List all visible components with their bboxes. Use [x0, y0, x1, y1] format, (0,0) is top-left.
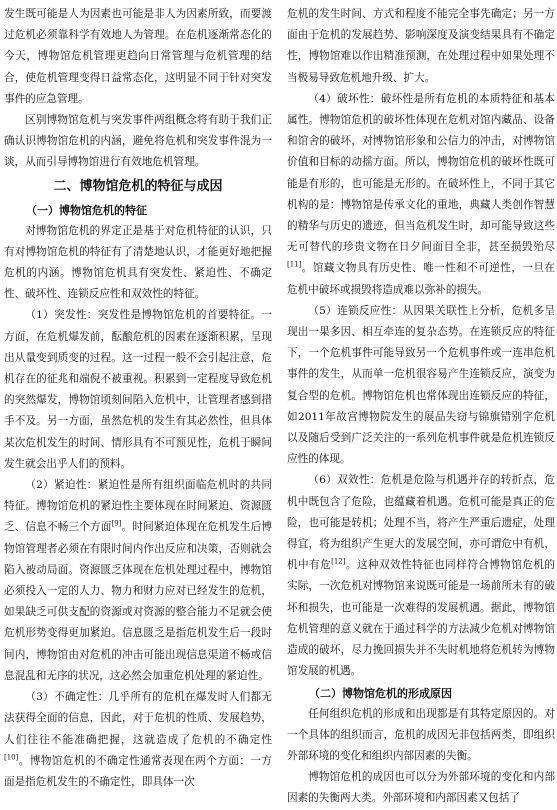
urgency-text-rest: 。时间紧迫体现在危机发生后博物馆管理者必须在有限时间内作出反应和决策，否则就会陷入被动局面。资源匮乏体现在危机处理过程中，博物馆必须投入一定的人力、物力和财力应对已经发生的危机，如果缺乏可供支配的资源或对资源的整合能力不足就会使危机形势变得更加紧迫。信息匮乏是指危机发生后一段时间内，博物馆由对危机的冲击可能出现信息渠道不畅或信息混乱和无序的状况，这必然会加重危机处理的紧迫性。 — [4, 521, 273, 682]
right-column — [287, 4, 555, 810]
dual-effect-text-rest: 。这种双效性特征也同样符合博物馆危机的实际，一次危机对博物馆来说既可能是一场前所未有的破坏和损失，也可能是一次难得的发展机遇。据此，博物馆危机管理的意义就在于通过科学的方法减少危机对博物馆造成的破坏，尽力挽回损失并不失时机地将危机转为博物馆发展的机遇。 — [287, 559, 555, 678]
destructiveness-text-rest: 。馆藏文物具有历史性、唯一性和不可逆性，一旦在危机中破坏或损毁将造成难以弥补的损失。 — [287, 262, 555, 296]
uncertainty-text-cont: 。博物馆危机的不确定性通常表现在两个方面：一方面是指危机发生的不确定性，即具体一次 — [4, 754, 272, 788]
citation-12: [12] — [331, 557, 346, 566]
uncertainty-end-paragraph: 危机的发生时间、方式和程度不能完全事先确定；另一方面由于危机的发展趋势、影响深度及演变结果具有不确定性，博物馆难以作出精准预测，在处理过程中如果处理不当极易导致危机地升级、扩大。 — [287, 8, 555, 84]
destructiveness-text: （4）破坏性：破坏性是所有危机的本质特征和基本属性。博物馆危机的破坏性体现在危机对馆内藏品、设备和馆舍的破坏，对博物馆形象和公信力的冲击，对博物馆价值和目标的动摇方面。所以，博物馆危机的破坏性既可能是有形的，也可能是无形的。在破坏性上，不同于其它机构的是：博物馆是传承文化的重地，典藏人类创作智慧的精华与历史的遗迹，但当危机发生时，却可能导致这些无可替代的珍贵文物在日夕间面目全非，甚至损毁殆尽 — [287, 92, 555, 254]
urgency-paragraph — [4, 475, 272, 687]
intro-continuation-paragraph: 发生既可能是人为因素也可能是非人为因素所致，而要渡过危机必须靠科学有效地人为管理。在危机逐渐常态化的今天，博物馆危机管理更趋向日常管理与危机管理的结合，使危机管理变得日益常态化，这明显不同于针对突发事件的应急管理。 — [4, 8, 272, 105]
citation-10: [10] — [4, 753, 19, 762]
citation-9: [9] — [111, 519, 122, 528]
left-column — [4, 4, 272, 793]
subsection-features-heading: （一）博物馆危机的特征 — [26, 203, 147, 217]
dual-effect-paragraph — [287, 470, 555, 682]
features-intro-paragraph: 对博物馆危机的界定正是基于对危机特征的认识，只有对博物馆危机的特征有了清楚地认识，才能更好地把握危机的内涵。博物馆危机具有突发性、紧迫性、不确定性、破坏性、连锁反应性和双效性的特征。 — [4, 224, 272, 301]
urgency-text: （2）紧迫性：紧迫性是所有组织面临危机时的共同特征。博物馆危机的紧迫性主要体现在时间紧迫、资源匮乏、信息不畅三个方面 — [4, 479, 272, 534]
destructiveness-paragraph — [287, 89, 555, 301]
uncertainty-paragraph — [4, 687, 272, 793]
causes-paragraph-2: 博物馆危机的成因也可以分为外部环境的变化和内部因素的失衡两大类。外部环境和内部因素又包括了 — [287, 771, 555, 805]
citation-11: [11] — [287, 260, 302, 269]
chain-reaction-paragraph: （5）连锁反应性：从因果关联性上分析，危机多呈现出一果多因、相互牵连的复杂态势。在连锁反应的特征下，一个危机事件可能导致另一个危机事件或一连串危机事件的发生，从而单一危机很容易产生连锁反应，演变为复合型的危机。博物馆危机也常体现出连锁反应的特征，如2011年故宫博物院发生的展品失窃与锦旗错别字危机以及随后受到广泛关注的一系列危机事件就是危机连锁反应性的体现。 — [287, 304, 555, 466]
section-title: 二、博物馆危机的特征与成因 — [53, 178, 223, 194]
dual-effect-text: （6）双效性：危机是危险与机遇并存的转折点，危机中既包含了危险，也蕴藏着机遇。危机可能是真正的危险，也可能是转机；处理不当，将产生严重后遗症，处理得宜，将为组织产生更大的发展空间，亦可谓危中有机，机中有危 — [287, 474, 555, 572]
subsection-causes-heading: （二）博物馆危机的形成原因 — [309, 686, 452, 700]
distinguish-concepts-paragraph: 区别博物馆危机与突发事件两组概念将有助于我们正确认识博物馆危机的内涵，避免将危机和突发事件混为一谈，从而引导博物馆进行有效地危机管理。 — [4, 114, 272, 169]
suddenness-paragraph: （1）突发性：突发性是博物馆危机的首要特征。一方面，在危机爆发前，酝酿危机的因素在逐渐积累，呈现出从量变到质变的过程。这一过程一般不会引起注意，危机存在的征兆和端倪不被重视。积累到一定程度导致危机的突然爆发，博物馆顷刻间陷入危机中，让管理者感到措手不及。另一方面，虽然危机的发生有其必然性，但具体某次危机发生的时间、情形具有不可预见性，危机于瞬间发生就会出乎人们的预料。 — [4, 309, 272, 470]
causes-paragraph: 任何组织危机的形成和出现都是有其特定原因的。对一个具体的组织而言，危机的成因无非包括两类，即组织外部环境的变化和组织内部因素的失衡。 — [287, 707, 555, 762]
uncertainty-text: （3）不确定性：几乎所有的危机在爆发时人们都无法获得全面的信息，因此，对于危机的性质、发展趋势，人们往往不能准确把握，这就造成了危机的不确定性 — [4, 691, 272, 746]
